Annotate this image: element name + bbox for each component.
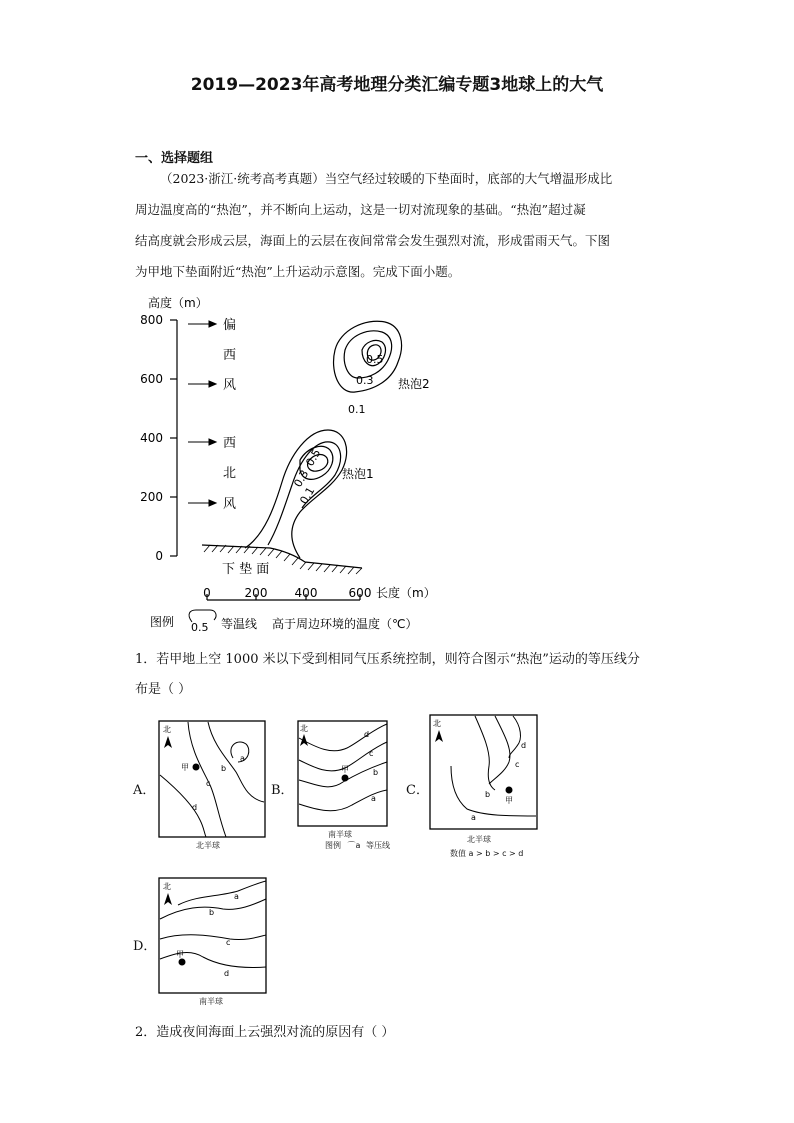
north-arrow-icon bbox=[164, 736, 172, 748]
wind-label: 风 bbox=[223, 497, 237, 512]
iso-label: 0.5 bbox=[303, 446, 324, 469]
x-tick: 400 bbox=[294, 586, 318, 600]
iso-label: 0.3 bbox=[291, 467, 312, 490]
question-2: 2．造成夜间海面上云强烈对流的原因有（ ） bbox=[135, 1025, 395, 1040]
thermal-bubble-figure bbox=[130, 290, 460, 640]
isobar-label: a bbox=[471, 813, 476, 822]
isobar-label: c bbox=[206, 779, 211, 788]
option-a-map[interactable] bbox=[158, 720, 268, 840]
y-tick: 0 bbox=[155, 549, 163, 563]
legend-isotherm: 等温线 bbox=[221, 617, 258, 631]
y-tick: 800 bbox=[140, 313, 163, 327]
legend-title: 图例 bbox=[325, 841, 341, 850]
iso-label: 0.1 bbox=[348, 403, 366, 416]
page-title: 2019—2023年高考地理分类汇编专题3地球上的大气 bbox=[190, 75, 604, 95]
option-d-label[interactable]: D． bbox=[133, 939, 157, 954]
bubble1-label: 热泡1 bbox=[342, 467, 374, 481]
point-jia bbox=[506, 787, 513, 794]
north-label: 北 bbox=[433, 719, 441, 728]
isobar-label: d bbox=[521, 741, 527, 750]
north-arrow-icon bbox=[164, 893, 172, 905]
isobar-label: b bbox=[485, 790, 491, 799]
question-1 bbox=[135, 648, 640, 702]
iso-label: 0.5 bbox=[366, 353, 384, 366]
x-tick: 200 bbox=[244, 586, 268, 600]
option-b-caption: 南半球 bbox=[328, 830, 352, 839]
passage bbox=[135, 163, 662, 287]
north-label: 北 bbox=[163, 882, 171, 891]
wind-arrows bbox=[188, 321, 216, 506]
wind-label: 风 bbox=[223, 378, 237, 393]
north-arrow-icon bbox=[435, 730, 443, 742]
passage-line: 为甲地下垫面附近“热泡”上升运动示意图。完成下面小题。 bbox=[135, 264, 461, 279]
wind-label: 偏 bbox=[223, 318, 237, 333]
option-d-caption: 南半球 bbox=[199, 997, 223, 1006]
point-label: 甲 bbox=[341, 765, 349, 774]
wind-label: 西 bbox=[223, 436, 237, 451]
north-label: 北 bbox=[300, 724, 308, 733]
y-tick: 400 bbox=[140, 431, 163, 445]
point-label: 甲 bbox=[176, 950, 184, 959]
x-axis-label: 长度（m） bbox=[376, 586, 436, 600]
option-c-label[interactable]: C． bbox=[406, 783, 429, 798]
section-heading: 一、选择题组 bbox=[135, 151, 214, 166]
isobar-label: b bbox=[373, 768, 379, 777]
iso-label: 0.3 bbox=[356, 374, 374, 387]
question-1-line: 布是（ ） bbox=[135, 682, 192, 697]
y-axis-label: 高度（m） bbox=[148, 296, 208, 310]
option-b-map[interactable] bbox=[297, 720, 389, 828]
isobar-label: a bbox=[371, 794, 376, 803]
y-tick: 600 bbox=[140, 372, 163, 386]
isobar-label: d bbox=[364, 730, 370, 739]
bubble1-isotherms bbox=[245, 430, 347, 558]
passage-line: 结高度就会形成云层，海面上的云层在夜间常常会发生强烈对流，形成雷雨天气。下图 bbox=[135, 233, 611, 248]
legend-desc: 高于周边环境的温度（℃） bbox=[272, 617, 418, 631]
isobar-label: c bbox=[226, 938, 231, 947]
question-1-line: 1．若甲地上空 1000 米以下受到相同气压系统控制，则符合图示“热泡”运动的等压线分 bbox=[135, 652, 640, 667]
isobar-label: c bbox=[369, 749, 374, 758]
legend-value: 0.5 bbox=[191, 621, 209, 634]
point-jia bbox=[179, 959, 186, 966]
bubble2-label: 热泡2 bbox=[398, 377, 430, 391]
legend-isobar-symbol: ⌒ bbox=[347, 841, 356, 850]
isobar-label: a bbox=[234, 892, 239, 901]
x-tick: 600 bbox=[348, 586, 372, 600]
iso-label: 0.1 bbox=[297, 484, 318, 507]
point-jia bbox=[342, 775, 349, 782]
y-tick: 200 bbox=[140, 490, 163, 504]
point-label: 甲 bbox=[181, 763, 189, 772]
legend-sym-label: a bbox=[355, 841, 361, 850]
passage-line: 周边温度高的“热泡”，并不断向上运动，这是一切对流现象的基础。“热泡”超过凝 bbox=[135, 202, 586, 217]
option-b-label[interactable]: B． bbox=[271, 783, 294, 798]
legend-title: 图例 bbox=[150, 615, 175, 629]
option-c-caption: 北半球 bbox=[467, 835, 491, 844]
wind-label: 西 bbox=[223, 348, 237, 363]
point-label: 甲 bbox=[505, 796, 513, 805]
isobar-label: a bbox=[240, 754, 245, 763]
option-c-note: 数值 a > b > c > d bbox=[450, 849, 524, 858]
option-b-legend bbox=[325, 840, 390, 851]
option-a-caption: 北半球 bbox=[196, 841, 220, 850]
x-tick: 0 bbox=[203, 586, 211, 600]
isobar-label: d bbox=[224, 969, 230, 978]
north-label: 北 bbox=[163, 725, 171, 734]
legend-text: 等压线 bbox=[366, 841, 390, 850]
surface-label: 下 垫 面 bbox=[222, 562, 270, 577]
option-d-map[interactable] bbox=[158, 877, 268, 995]
isobar-label: d bbox=[192, 803, 198, 812]
isobar-label: c bbox=[515, 760, 520, 769]
option-a-label[interactable]: A． bbox=[133, 783, 156, 798]
point-jia bbox=[193, 764, 200, 771]
wind-label: 北 bbox=[223, 466, 237, 481]
option-c-map[interactable] bbox=[429, 714, 539, 832]
isobar-label: b bbox=[209, 908, 215, 917]
isobar-label: b bbox=[221, 764, 227, 773]
north-arrow-icon bbox=[300, 734, 308, 746]
passage-line: （2023·浙江·统考高考真题）当空气经过较暖的下垫面时，底部的大气增温形成比 bbox=[160, 171, 613, 186]
